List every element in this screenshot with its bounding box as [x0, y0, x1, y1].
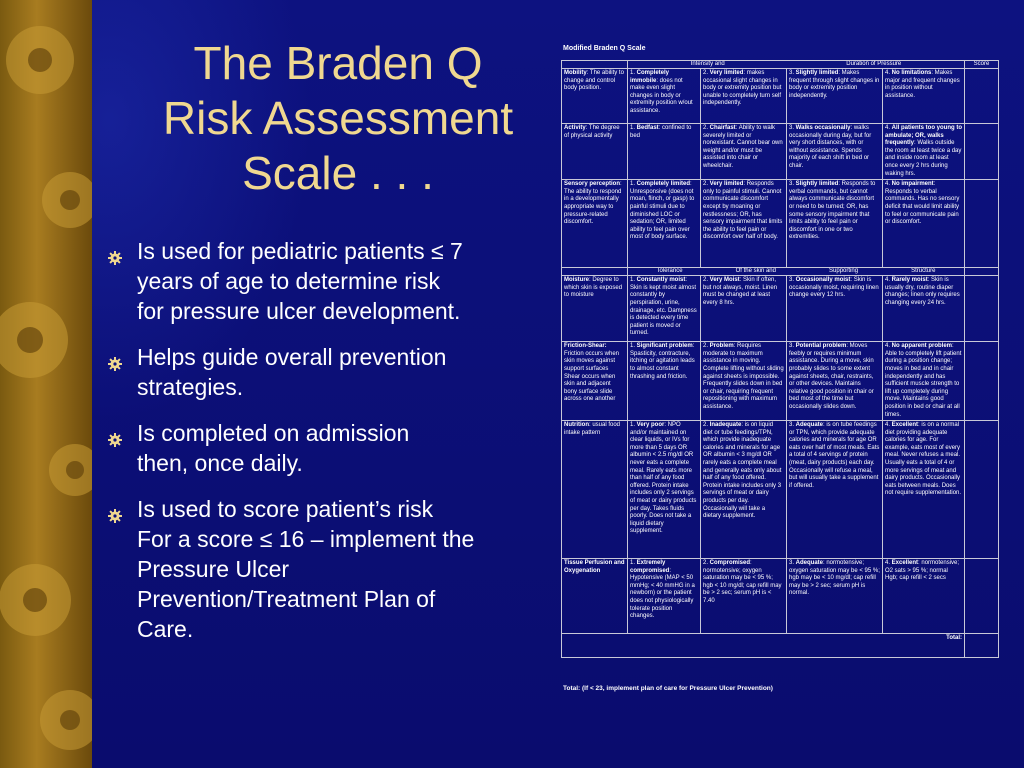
score-level-title: Completely immobile	[630, 70, 670, 84]
subheader-tolerance	[628, 268, 965, 276]
score-level-description: : Skin is kept moist almost constantly by perspiration, urine, drainage, etc. Dampness is detected every time patient is moved or turned.	[630, 277, 697, 337]
score-level-title: Chairfast	[709, 125, 736, 131]
score-level-cell	[628, 421, 701, 559]
bullet-item	[108, 494, 558, 644]
row-label-text: : The degree of physical activity	[564, 125, 620, 139]
score-level-cell	[883, 124, 965, 180]
score-level-description: : Hypotensive (MAP < 50 mmHg; < 40 mmHG in a newborn) or the patient does not physiologically tolerate position changes.	[630, 567, 695, 620]
score-level-number: 4.	[885, 343, 892, 350]
bullet-line: Is used to score patient’s risk	[137, 496, 434, 522]
score-level-title: Slightly limited	[795, 70, 839, 76]
score-level-title: Adequate	[795, 560, 824, 567]
score-cell	[965, 124, 999, 180]
score-level-description: : Makes major and frequent changes in position without assistance.	[885, 70, 960, 99]
score-level-description: : confined to bed	[630, 125, 692, 139]
score-cell	[965, 559, 999, 634]
score-level-cell	[628, 124, 701, 180]
score-level-cell	[787, 276, 883, 342]
bullet-line: Prevention/Treatment Plan of	[137, 586, 436, 612]
row-label-cell	[562, 342, 628, 421]
score-level-title: Excellent	[891, 422, 919, 429]
score-level-description: : Ability to walk severely limited or nonexistant. Cannot bear own weight and/or must be assisted into chair or wheelchair.	[703, 125, 783, 169]
total-label: Total:	[562, 634, 965, 658]
score-level-description: : Responds to verbal commands. Has no sensory deficit that would limit ability to feel or communicate pain or discomfort.	[885, 181, 960, 226]
score-level-title: Occasionally moist	[795, 277, 851, 284]
score-level-title: Constantly moist	[636, 277, 686, 284]
score-level-description: : Unresponsive (does not moan, flinch, or gasp) to painful stimuli due to diminished LOC or sedation; OR, limited ability to feel pain over most of body surface.	[630, 181, 695, 241]
header-intensity: Intensity and	[690, 61, 725, 67]
score-cell	[965, 421, 999, 559]
score-level-description: : NPO and/or maintained on clear liquids, or IVs for more than 5 days OR albumin < 2.5 mg/dl OR never eats a complete meal. Rarely eats more than half of any food offered. Protein intake includes only 2 servings of meat or dairy products per day. Takes fluids poorly. Does not take a liquid dietary supplement.	[630, 422, 697, 535]
row-label-text: Friction occurs when skin moves against support surfaces Shear occurs when skin and adjacent bony surface slide across one another	[564, 350, 620, 403]
score-level-cell	[628, 69, 701, 124]
score-level-cell	[701, 559, 787, 634]
row-label-bold: Moisture	[564, 277, 590, 284]
score-level-number: 4.	[885, 277, 892, 284]
score-level-number: 1.	[630, 343, 637, 350]
score-level-description: : Skin is occasionally moist, requiring linen change every 12 hrs.	[789, 277, 879, 299]
title-line: Scale . . .	[242, 147, 434, 199]
bullet-line: strategies.	[137, 374, 244, 400]
score-cell	[965, 276, 999, 342]
bullet-line: Pressure Ulcer	[137, 556, 290, 582]
bullet-line: then, once daily.	[137, 450, 303, 476]
table-row	[562, 559, 999, 634]
score-level-title: Bedfast	[636, 125, 659, 131]
score-level-number: 3.	[789, 125, 796, 131]
table-subheader-row	[562, 268, 999, 276]
subheader-structure: Structure	[911, 268, 936, 275]
table-total-row	[562, 634, 999, 658]
score-level-number: 4.	[885, 125, 892, 131]
score-level-cell	[787, 124, 883, 180]
score-level-number: 1.	[630, 125, 637, 131]
row-label-cell	[562, 276, 628, 342]
score-level-cell	[883, 342, 965, 421]
score-level-description: : Makes frequent through slight changes in body or extremity position independently.	[789, 70, 880, 99]
score-cell	[965, 180, 999, 268]
gear-decoration	[0, 0, 92, 768]
table-header-row	[562, 61, 999, 69]
score-level-number: 2.	[703, 125, 710, 131]
score-level-title: Compromised	[709, 560, 751, 567]
score-level-number: 1.	[630, 422, 637, 429]
bullet-line: Is completed on admission	[137, 420, 410, 446]
total-score-cell	[965, 634, 999, 658]
subheader-supporting: Supporting	[829, 268, 859, 275]
score-level-number: 3.	[789, 181, 796, 188]
table-row	[562, 421, 999, 559]
score-level-description: : does not make even slight changes in body or extremity position w/out assistance.	[630, 77, 693, 114]
row-label-bold: Tissue Perfusion and Oxygenation	[564, 560, 625, 574]
braden-q-table-document	[561, 40, 1001, 700]
gear-bullet-icon	[108, 242, 122, 256]
score-level-cell	[701, 276, 787, 342]
row-label-cell	[562, 559, 628, 634]
score-level-number: 2.	[703, 343, 710, 350]
score-level-cell	[787, 421, 883, 559]
score-level-description: : Responds to verbal commands, but cannot always communicate discomfort or need to be turned; OR, has some sensory impairment that limits ability to feel pain or discomfort in one or two extremities.	[789, 181, 876, 241]
slide-title	[128, 36, 548, 201]
score-level-title: Very limited	[709, 70, 744, 76]
score-level-cell	[883, 276, 965, 342]
score-level-title: Walks occasionally	[795, 125, 851, 131]
score-level-number: 4.	[885, 560, 892, 567]
score-level-description: : Skin if often, but not always, moist. Linen must be changed at least every 8 hrs.	[703, 277, 778, 306]
document-title: Modified Braden Q Scale	[563, 45, 646, 52]
bullet-line: For a score ≤ 16 – implement the	[137, 526, 475, 552]
row-label-bold: Mobility	[564, 70, 587, 76]
score-level-number: 3.	[789, 560, 796, 567]
score-level-title: Potential problem	[795, 343, 847, 350]
table-row	[562, 124, 999, 180]
row-label-bold: Nutrition	[564, 422, 589, 429]
bullet-list	[108, 236, 558, 660]
subheader-score-blank	[965, 268, 999, 276]
score-cell	[965, 69, 999, 124]
score-level-title: Very poor	[636, 422, 665, 429]
score-level-cell	[628, 342, 701, 421]
score-level-number: 1.	[630, 70, 637, 76]
score-level-title: All patients too young to ambulate; OR, walks frequently	[885, 125, 962, 147]
table-row	[562, 180, 999, 268]
score-level-title: Problem	[709, 343, 734, 350]
row-label-cell	[562, 180, 628, 268]
row-label-cell	[562, 421, 628, 559]
score-level-cell	[883, 559, 965, 634]
score-level-title: Significant problem	[636, 343, 693, 350]
subheader-blank	[562, 268, 628, 276]
score-level-description: : Moves feebly or requires minimum assistance. During a move, skin probably slides to some extent against sheets, chair, restraints, or other devices. Maintains relative good position in chair or bed most of the time but occasionally slides down.	[789, 343, 874, 410]
score-level-number: 3.	[789, 343, 796, 350]
score-level-cell	[787, 559, 883, 634]
score-level-number: 4.	[885, 70, 892, 76]
bullet-line: Helps guide overall prevention	[137, 344, 447, 370]
score-level-cell	[883, 421, 965, 559]
row-label-text: : The ability to respond in a developmentally appropriate way to pressure-related discomfort.	[564, 181, 622, 226]
score-level-cell	[628, 559, 701, 634]
score-level-title: No impairment	[891, 181, 934, 188]
score-level-number: 2.	[703, 422, 710, 429]
row-label-bold: Activity	[564, 125, 586, 131]
score-level-description: : Responds only to painful stimuli. Cannot communicate discomfort except by moaning or restlessness; OR, has sensory impairment that limits the ability to feel pain or discomfort over half of body.	[703, 181, 783, 241]
score-level-cell	[701, 421, 787, 559]
score-level-cell	[701, 124, 787, 180]
score-level-cell	[787, 342, 883, 421]
score-level-title: Very limited	[709, 181, 744, 188]
row-label-cell	[562, 124, 628, 180]
score-level-number: 2.	[703, 277, 710, 284]
score-level-description: : normotensive; oxygen saturation may be < 95 %; hgb < 10 mg/dl; cap refill may be > 2 sec; serum pH is < 7.40	[703, 560, 782, 605]
row-label-text: : usual food intake pattern	[564, 422, 621, 436]
score-level-title: Slightly limited	[795, 181, 839, 188]
score-level-number: 4.	[885, 422, 892, 429]
row-label-text: : Degree to which skin is exposed to moisture	[564, 277, 623, 299]
row-label-cell	[562, 69, 628, 124]
score-level-title: Adequate	[795, 422, 824, 429]
gear-bullet-icon	[108, 500, 122, 514]
header-score: Score	[965, 61, 999, 69]
bullet-item	[108, 418, 558, 478]
score-level-number: 3.	[789, 277, 796, 284]
bullet-line: for pressure ulcer development.	[137, 298, 461, 324]
bullet-item	[108, 342, 558, 402]
score-level-number: 2.	[703, 560, 710, 567]
table-row	[562, 69, 999, 124]
bullet-line: Care.	[137, 616, 194, 642]
bullet-item	[108, 236, 558, 326]
bullet-line: years of age to determine risk	[137, 268, 440, 294]
score-level-description: : is on a normal diet providing adequate calories for age. For example, eats most of every meal. Never refuses a meal. Usually eats a total of 4 or more servings of meat and dairy products. Occasionally eats between meals. Does not require supplementation.	[885, 422, 962, 497]
score-level-description: : Able to completely lift patient during a position change; moves in bed and in chair independently and has sufficient muscle strength to lift up completely during move. Maintains good position in bed or chair at all times.	[885, 343, 962, 418]
row-label-bold: Sensory perception	[564, 181, 621, 188]
score-level-cell	[628, 180, 701, 268]
title-line: The Braden Q	[193, 37, 483, 89]
score-level-cell	[883, 180, 965, 268]
bullet-line: Is used for pediatric patients ≤ 7	[137, 238, 463, 264]
score-level-number: 2.	[703, 70, 710, 76]
score-level-number: 3.	[789, 422, 796, 429]
score-level-cell	[701, 342, 787, 421]
table-row	[562, 276, 999, 342]
score-level-number: 3.	[789, 70, 796, 76]
score-level-number: 1.	[630, 560, 637, 567]
score-level-title: Rarely moist	[891, 277, 928, 284]
score-level-description: : Walks outside the room at least twice a day and inside room at least once every 2 hrs during waking hrs.	[885, 140, 962, 177]
score-level-description: : is on liquid diet or tube feedings/TPN, which provide inadequate calories and minerals for age OR albumin < 3 mg/dl OR rarely eats a complete meal and generally eats only about half of any food offered. Protein intake includes only 3 servings of meat or dairy products per day. Occasionally will take a dietary supplement.	[703, 422, 782, 520]
braden-q-table	[561, 60, 999, 658]
subheader-of-skin: Of the skin and	[735, 268, 776, 275]
score-level-title: Extremely compromised	[630, 560, 670, 574]
table-row	[562, 342, 999, 421]
score-level-title: Completely limited	[636, 181, 691, 188]
gear-bullet-icon	[108, 424, 122, 438]
header-intensity-duration	[628, 61, 965, 69]
score-level-cell	[787, 180, 883, 268]
score-level-number: 1.	[630, 277, 637, 284]
score-level-cell	[883, 69, 965, 124]
score-level-cell	[628, 276, 701, 342]
row-label-text: : The ability to change and control body position.	[564, 70, 624, 92]
score-level-title: No apparent problem	[891, 343, 953, 350]
header-blank	[562, 61, 628, 69]
row-label-bold: Friction-Shear:	[564, 343, 607, 350]
score-level-description: : Spasticity, contracture, itching or agitation leads to almost constant thrashing and friction.	[630, 343, 695, 380]
score-level-title: Excellent	[891, 560, 919, 567]
header-duration: Duration of Pressure	[846, 61, 902, 67]
score-level-title: Inadequate	[709, 422, 742, 429]
score-level-description: : Skin is usually dry, routine diaper changes; linen only requires changing every 24 hrs.	[885, 277, 960, 306]
score-level-number: 2.	[703, 181, 710, 188]
score-level-number: 4.	[885, 181, 892, 188]
score-level-description: : Requires moderate to maximum assistance in moving. Complete lifting without sliding against sheets is impossible. Frequently slides down in bed or chair, requiring frequent repositioning with maximum assistance.	[703, 343, 784, 410]
title-line: Risk Assessment	[162, 92, 514, 144]
score-level-description: : makes occasional slight changes in body or extremity position but unable to completely turn self independently.	[703, 70, 782, 107]
score-level-cell	[787, 69, 883, 124]
score-level-number: 1.	[630, 181, 637, 188]
score-level-description: : walks occasionally during day, but for very short distances, with or without assistance. Spends majority of each shift in bed or chair.	[789, 125, 872, 169]
score-cell	[965, 342, 999, 421]
document-footer: Total: (If < 23, implement plan of care for Pressure Ulcer Prevention)	[563, 685, 773, 692]
score-level-description: : is on tube feedings or TPN, which provide adequate calories and minerals for age OR eats over half of most meals. Eats a total of 4 servings of protein (meat, dairy products) each day. Occasionally will refuse a meal, but will usually take a supplement if offered.	[789, 422, 880, 489]
score-level-description: : normotensive; O2 sats > 95 %; normal Hgb; cap refill < 2 secs	[885, 560, 960, 582]
score-level-cell	[701, 180, 787, 268]
subheader-tolerance: Tolerance	[656, 268, 683, 275]
score-level-title: Very Moist	[709, 277, 740, 284]
gear-bullet-icon	[108, 348, 122, 362]
score-level-cell	[701, 69, 787, 124]
score-level-title: No limitations	[891, 70, 932, 76]
score-level-description: : normotensive; oxygen saturation may be < 95 %; hgb may be < 10 mg/dl; cap refill may be > 2 sec; serum pH is normal.	[789, 560, 880, 597]
